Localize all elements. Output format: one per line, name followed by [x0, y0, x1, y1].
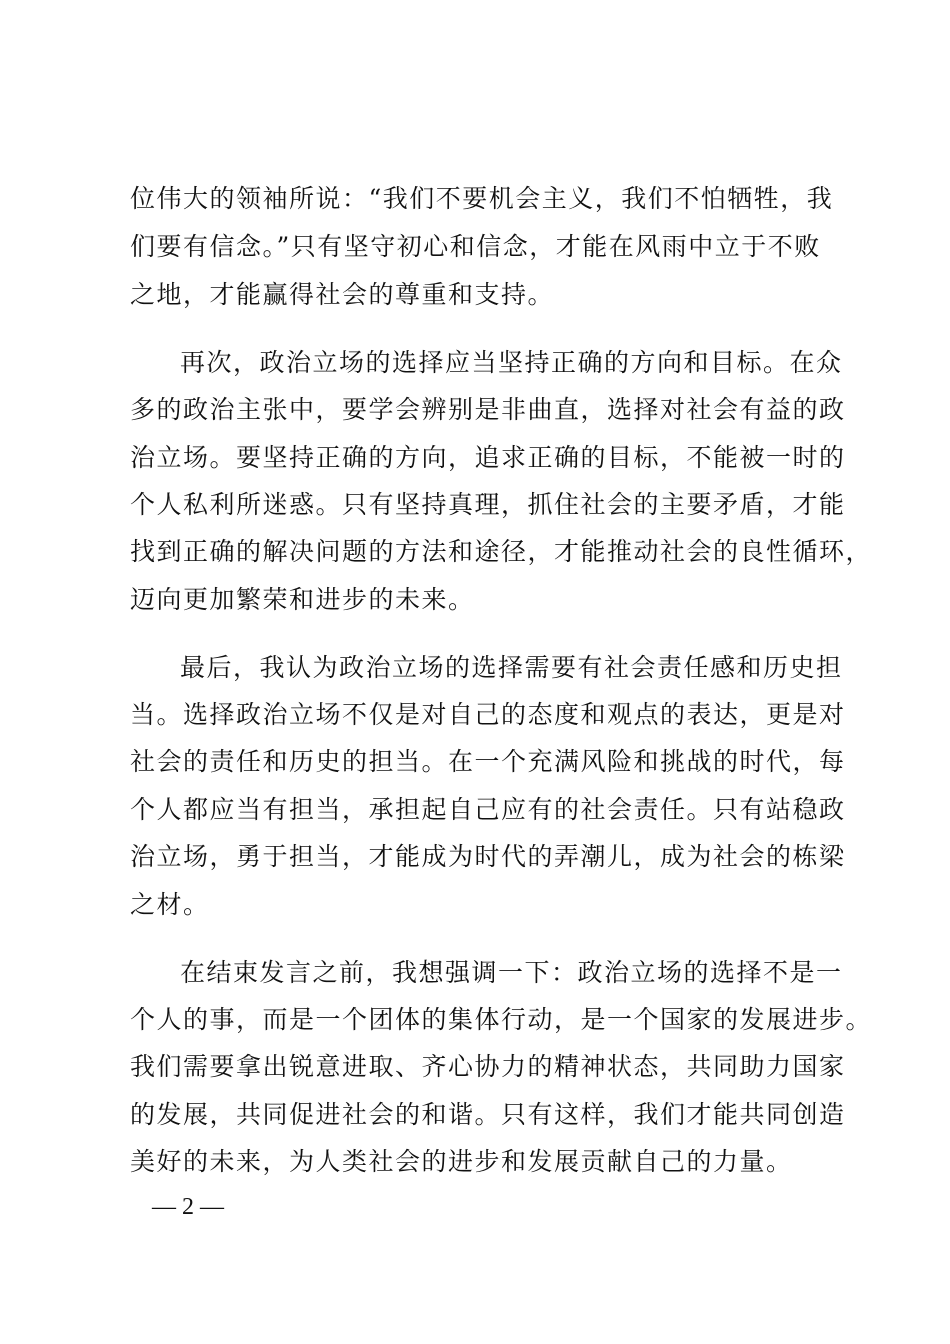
paragraph-4-line-4: 的发展，共同促进社会的和谐。只有这样，我们才能共同创造	[130, 1100, 846, 1129]
paragraph-4-line-1: 在结束发言之前，我想强调一下：政治立场的选择不是一	[180, 958, 843, 987]
paragraph-4-line-3: 我们需要拿出锐意进取、齐心协力的精神状态，共同助力国家	[130, 1052, 846, 1081]
paragraph-2-line-5: 找到正确的解决问题的方法和途径，才能推动社会的良性循环，	[130, 537, 873, 566]
paragraph-1-line-1: 位伟大的领袖所说：“我们不要机会主义，我们不怕牺牲，我	[130, 184, 834, 213]
paragraph-3-line-2: 当。选择政治立场不仅是对自己的态度和观点的表达，更是对	[130, 700, 846, 729]
paragraph-3-line-1: 最后，我认为政治立场的选择需要有社会责任感和历史担	[180, 653, 843, 682]
paragraph-3-line-4: 个人都应当有担当，承担起自己应有的社会责任。只有站稳政	[130, 795, 846, 824]
paragraph-2-line-1: 再次，政治立场的选择应当坚持正确的方向和目标。在众	[180, 348, 843, 377]
paragraph-3-line-6: 之材。	[130, 890, 210, 919]
paragraph-3-line-3: 社会的责任和历史的担当。在一个充满风险和挑战的时代，每	[130, 747, 846, 776]
paragraph-2-line-3: 治立场。要坚持正确的方向，追求正确的目标，不能被一时的	[130, 443, 846, 472]
paragraph-1-line-2: 们要有信念。”只有坚守初心和信念，才能在风雨中立于不败	[130, 232, 821, 261]
paragraph-4-line-5: 美好的未来，为人类社会的进步和发展贡献自己的力量。	[130, 1147, 793, 1176]
paragraph-2-line-2: 多的政治主张中，要学会辨别是非曲直，选择对社会有益的政	[130, 395, 846, 424]
paragraph-2-line-4: 个人私利所迷惑。只有坚持真理，抓住社会的主要矛盾，才能	[130, 490, 846, 519]
page-number: — 2 —	[152, 1194, 224, 1220]
paragraph-1-line-3: 之地，才能赢得社会的尊重和支持。	[130, 280, 555, 309]
paragraph-4-line-2: 个人的事，而是一个团体的集体行动，是一个国家的发展进步。	[130, 1005, 873, 1034]
paragraph-3-line-5: 治立场，勇于担当，才能成为时代的弄潮儿，成为社会的栋梁	[130, 842, 846, 871]
paragraph-2-line-6: 迈向更加繁荣和进步的未来。	[130, 585, 475, 614]
